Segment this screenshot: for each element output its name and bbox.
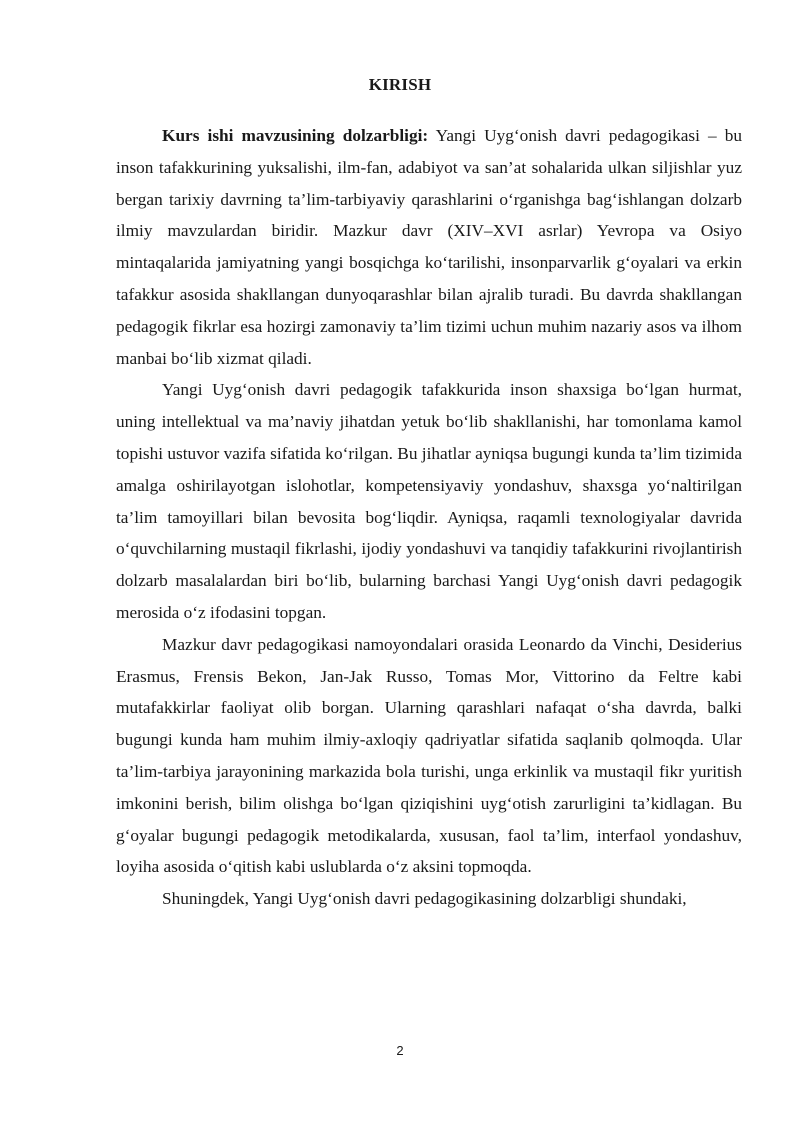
paragraph — [116, 629, 742, 883]
page-number: 2 — [396, 1043, 404, 1058]
body-text — [116, 120, 742, 915]
paragraph-text: Yangi Uyg‘onish davri pedagogikasi – bu inson tafakkurining yuksalishi, ilm-fan, adabiyot va san’at sohalarida ulkan siljishlar yuz bergan tarixiy davrning ta’lim-tarbiyaviy qarashlarini o‘rganishga bag‘ishlangan dolzarb ilmiy mavzulardan biridir. Mazkur davr (XIV–XVI asrlar) Yevropa va Osiyo mintaqalarida jamiyatning yangi bosqichga ko‘tarilishi, insonparvarlik g‘oyalari va erkin tafakkur asosida shakllangan dunyoqarashlar bilan ajralib turadi. Bu davrda shakllangan pedagogik fikrlar esa hozirgi zamonaviy ta’lim tizimi uchun muhim nazariy asos va ilhom manbai bo‘lib xizmat qiladi. — [116, 126, 742, 368]
paragraph — [116, 883, 742, 915]
paragraph — [116, 374, 742, 628]
paragraph-text: Shuningdek, Yangi Uyg‘onish davri pedagogikasining dolzarbligi shundaki, — [162, 889, 687, 909]
paragraph — [116, 120, 742, 374]
paragraph-lead: Kurs ishi mavzusining dolzarbligi: — [162, 126, 429, 145]
paragraph-text: Mazkur davr pedagogikasi namoyondalari orasida Leonardo da Vinchi, Desiderius Erasmus, Frensis Bekon, Jan-Jak Russo, Tomas Mor, Vittorino da Feltre kabi mutafakkirlar faoliyat olib borgan. Ularning qarashlari nafaqat o‘sha davrda, balki bugungi kunda ham muhim ilmiy-axloqiy qadriyatlar sifatida saqlanib qolmoqda. Ular ta’lim-tarbiya jarayonining markazida bola turishi, unga erkinlik va mustaqil fikr yuritish imkonini berish, bilim olishga bo‘lgan qiziqishini uyg‘otish zarurligini ta’kidlagan. Bu g‘oyalar bugungi pedagogik metodikalarda, xususan, faol ta’lim, interfaol yondashuv, loyiha asosida o‘qitish kabi uslublarda o‘z aksini topmoqda. — [116, 634, 742, 877]
page-title: KIRISH — [368, 75, 432, 94]
paragraph-text: Yangi Uyg‘onish davri pedagogik tafakkurida inson shaxsiga bo‘lgan hurmat, uning intellektual va ma’naviy jihatdan yetuk bo‘lib shakllanishi, har tomonlama kamol topishi ustuvor vazifa sifatida ko‘rilgan. Bu jihatlar ayniqsa bugungi kunda ta’lim tizimida amalga oshirilayotgan islohotlar, kompetensiyaviy yondashuv, shaxsga yo‘naltirilgan ta’lim tamoyillari bilan bevosita bog‘liqdir. Ayniqsa, raqamli texnologiyalar davrida o‘quvchilarning mustaqil fikrlashi, ijodiy yondashuvi va tanqidiy tafakkurini rivojlantirish dolzarb masalalardan biri bo‘lib, bularning barchasi Yangi Uyg‘onish davri pedagogik merosida o‘z ifodasini topgan. — [116, 380, 742, 622]
